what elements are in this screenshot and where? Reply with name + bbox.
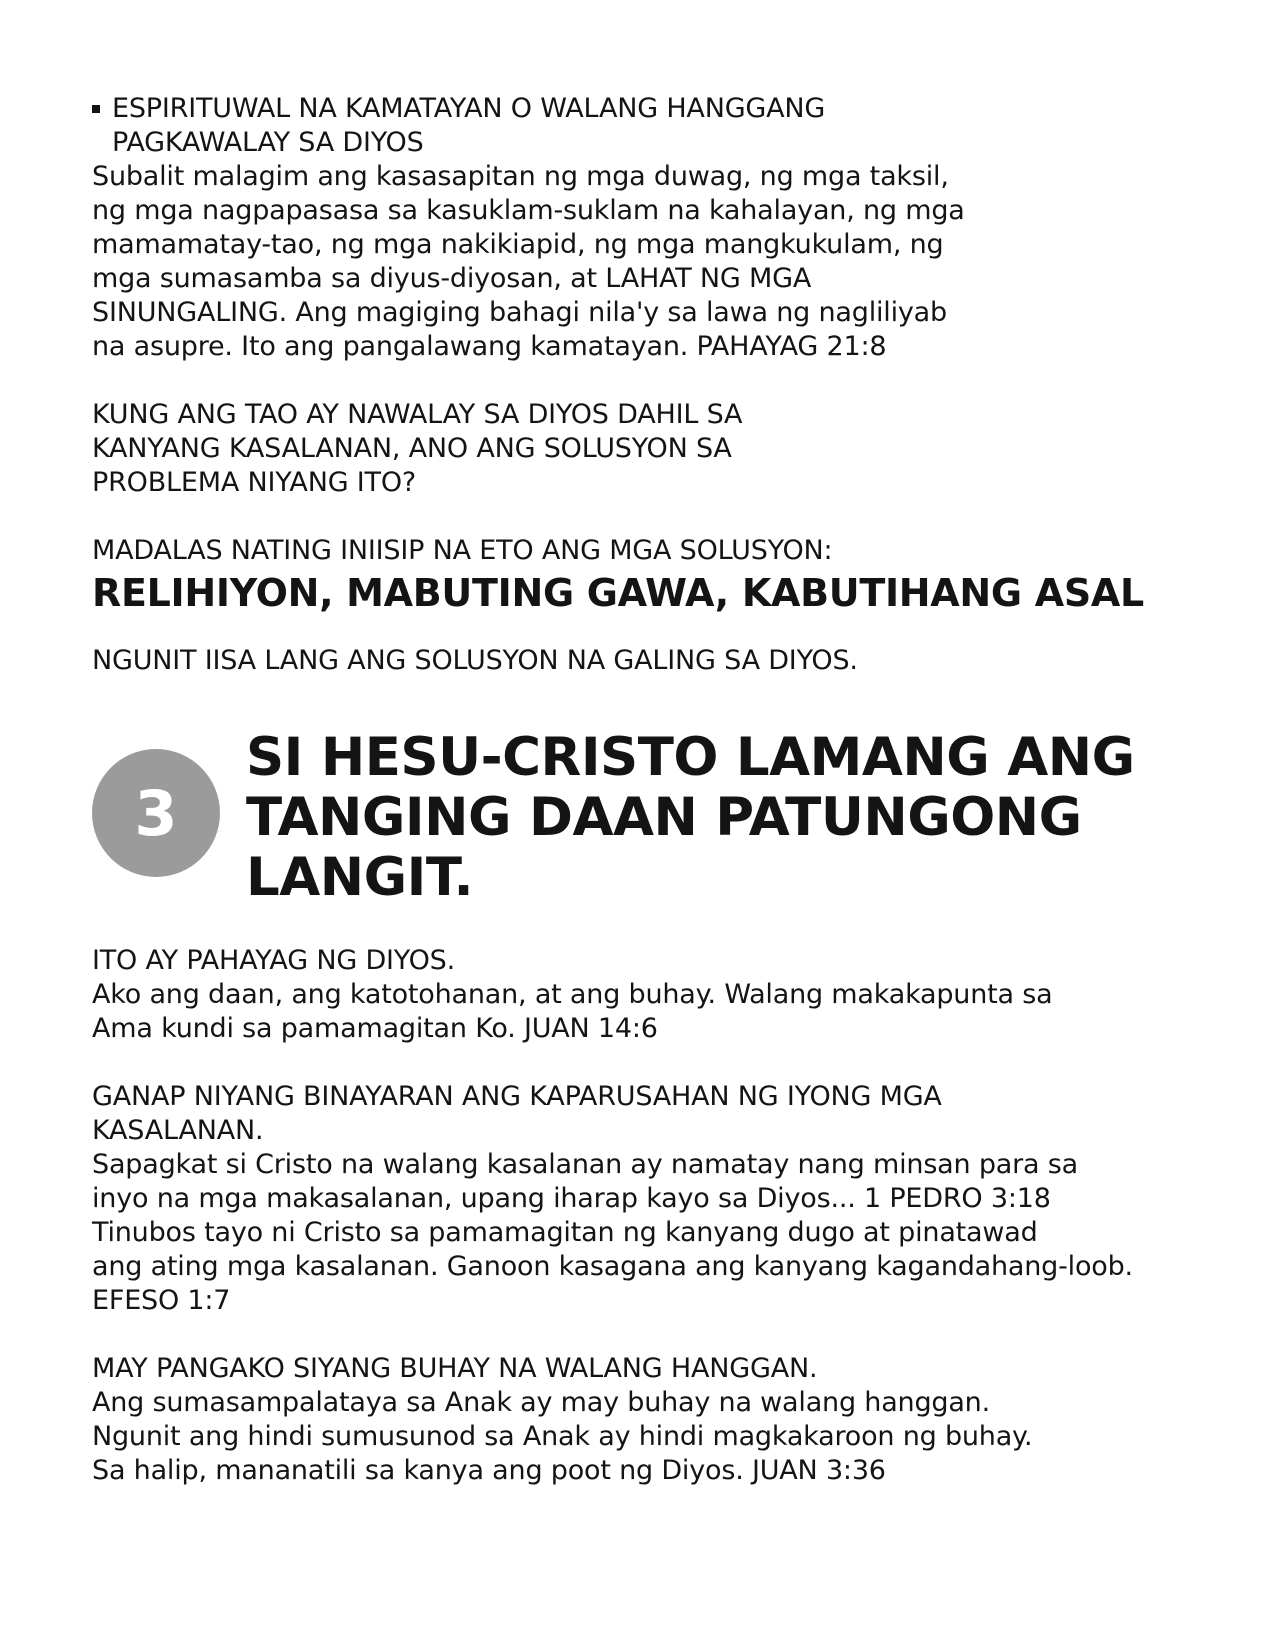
block-line: MAY PANGAKO SIYANG BUHAY NA WALANG HANGGAN. bbox=[92, 1353, 818, 1384]
solutions-intro: MADALAS NATING INIISIP NA ETO ANG MGA SOLUSYON: bbox=[92, 535, 833, 566]
spacer bbox=[92, 1318, 1212, 1352]
document-page bbox=[92, 92, 1212, 1488]
section-title-line: LANGIT. bbox=[246, 847, 474, 908]
bullet-square-icon bbox=[92, 105, 100, 113]
block-kaparusahan bbox=[92, 1080, 1212, 1318]
question-line: KANYANG KASALANAN, ANO ANG SOLUSYON SA bbox=[92, 433, 732, 464]
spacer bbox=[92, 616, 1212, 644]
bullet-heading-line-2: PAGKAWALAY SA DIYOS bbox=[112, 127, 424, 158]
bullet-heading bbox=[92, 92, 1212, 126]
section-number-circle: 3 bbox=[92, 749, 220, 877]
section-3-heading bbox=[92, 728, 1212, 908]
paragraph-line: mga sumasamba sa diyus-diyosan, at LAHAT NG MGA bbox=[92, 263, 812, 294]
block-line: Tinubos tayo ni Cristo sa pamamagitan ng kanyang dugo at pinatawad bbox=[92, 1217, 1038, 1248]
paragraph-line: mamamatay-tao, ng mga nakikiapid, ng mga mangkukulam, ng bbox=[92, 229, 944, 260]
block-line: ang ating mga kasalanan. Ganoon kasagana ang kanyang kagandahang-loob. bbox=[92, 1251, 1133, 1282]
block-line: inyo na mga makasalanan, upang iharap kayo sa Diyos... 1 PEDRO 3:18 bbox=[92, 1183, 1051, 1214]
block-line: ITO AY PAHAYAG NG DIYOS. bbox=[92, 945, 455, 976]
block-line: KASALANAN. bbox=[92, 1115, 264, 1146]
paragraph-line: SINUNGALING. Ang magiging bahagi nila'y sa lawa ng nagliliyab bbox=[92, 297, 947, 328]
paragraph-pahayag bbox=[92, 160, 1212, 364]
block-line: Ama kundi sa pamamagitan Ko. JUAN 14:6 bbox=[92, 1013, 658, 1044]
paragraph-line: ng mga nagpapasasa sa kasuklam-suklam na kahalayan, ng mga bbox=[92, 195, 965, 226]
question-line: PROBLEMA NIYANG ITO? bbox=[92, 467, 417, 498]
block-juan-14-6 bbox=[92, 944, 1212, 1046]
spacer bbox=[92, 1046, 1212, 1080]
bullet-heading-line-1: ESPIRITUWAL NA KAMATAYAN O WALANG HANGGANG bbox=[112, 93, 826, 124]
section-title-line: TANGING DAAN PATUNGONG bbox=[246, 787, 1082, 848]
block-line: Ngunit ang hindi sumusunod sa Anak ay hindi magkakaroon ng buhay. bbox=[92, 1421, 1033, 1452]
paragraph-line: Subalit malagim ang kasasapitan ng mga duwag, ng mga taksil, bbox=[92, 161, 949, 192]
block-line: Sapagkat si Cristo na walang kasalanan ay namatay nang minsan para sa bbox=[92, 1149, 1078, 1180]
spacer bbox=[92, 364, 1212, 398]
block-buhay-walang-hanggan bbox=[92, 1352, 1212, 1488]
block-line: Ako ang daan, ang katotohanan, at ang buhay. Walang makakapunta sa bbox=[92, 979, 1053, 1010]
spacer bbox=[92, 500, 1212, 534]
solutions-block bbox=[92, 534, 1212, 616]
block-line: EFESO 1:7 bbox=[92, 1285, 231, 1316]
section-title bbox=[246, 728, 1135, 908]
question-line: KUNG ANG TAO AY NAWALAY SA DIYOS DAHIL SA bbox=[92, 399, 743, 430]
block-line: Ang sumasampalataya sa Anak ay may buhay na walang hanggan. bbox=[92, 1387, 990, 1418]
block-line: Sa halip, mananatili sa kanya ang poot ng Diyos. JUAN 3:36 bbox=[92, 1455, 886, 1486]
solutions-big-text: RELIHIYON, MABUTING GAWA, KABUTIHANG ASAL bbox=[92, 571, 1144, 615]
only-solution-text: NGUNIT IISA LANG ANG SOLUSYON NA GALING SA DIYOS. bbox=[92, 645, 858, 676]
section-title-line: SI HESU-CRISTO LAMANG ANG bbox=[246, 727, 1135, 788]
block-line: GANAP NIYANG BINAYARAN ANG KAPARUSAHAN NG IYONG MGA bbox=[92, 1081, 942, 1112]
question-block bbox=[92, 398, 1212, 500]
paragraph-line: na asupre. Ito ang pangalawang kamatayan. PAHAYAG 21:8 bbox=[92, 331, 887, 362]
